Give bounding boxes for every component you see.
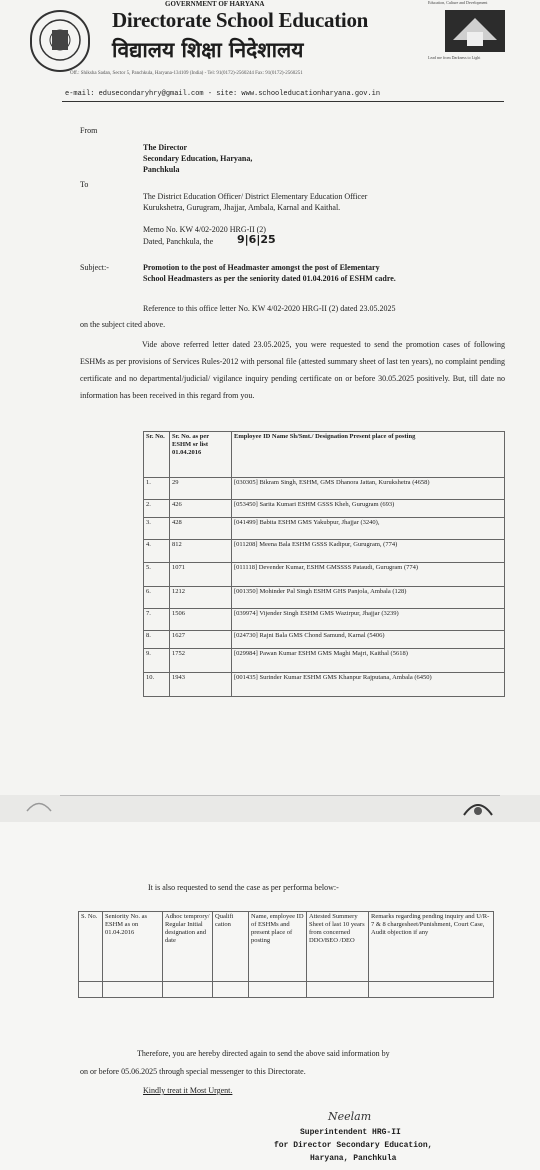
table-cell: [011208] Meena Bala ESHM GSSS Kadipur, Gurugram, (774) — [232, 540, 505, 563]
header-cell: Employee ID Name Sh/Smt./ Designation Present place of posting — [232, 432, 505, 478]
performa-header-row — [79, 912, 494, 982]
table-row — [144, 563, 505, 587]
table-cell: 2. — [144, 500, 170, 518]
table-cell: [041499] Babita ESHM GMS Yakubpur, Jhajjar (3240), — [232, 518, 505, 540]
footer-emblem-icon — [25, 798, 53, 812]
header-cell: Remarks regarding pending inquiry and U/R-7 & 8 chargesheet/Punishment, Court Case, Audit objection if any — [369, 912, 494, 982]
table-cell: 426 — [170, 500, 232, 518]
urgent-note: Kindly treat it Most Urgent. — [143, 1086, 233, 1095]
from-line-2: Secondary Education, Haryana, — [143, 154, 253, 163]
table-cell: 1627 — [170, 631, 232, 649]
header-cell: Sr. No. — [144, 432, 170, 478]
table-cell: 1506 — [170, 609, 232, 631]
signatory-location: Haryana, Panchkula — [310, 1154, 397, 1163]
header-cell: Sr. No. as per ESHM sr list 01.04.2016 — [170, 432, 232, 478]
table-cell: 428 — [170, 518, 232, 540]
page-1-footer-rule — [60, 795, 500, 796]
office-address: Off.: Shiksha Sadan, Sector 5, Panchkula, Haryana-134109 (India) - Tel: 91(0172)-2560244 Fax: 91(0172)-2560251 — [70, 71, 303, 76]
from-label: From — [80, 126, 98, 135]
header-cell: Adhoc temprory/ Regular Initial designation and date — [163, 912, 213, 982]
table-cell: 1752 — [170, 649, 232, 673]
performa-blank-row — [79, 982, 494, 998]
header-cell: Seniority No. as ESHM as on 01.04.2016 — [103, 912, 163, 982]
table-cell: 4. — [144, 540, 170, 563]
subject-line-2: School Headmasters as per the seniority dated 01.04.2016 of ESHM cadre. — [143, 274, 396, 283]
handwritten-date: 9|6|25 — [237, 233, 276, 246]
directorate-title: Directorate School Education — [112, 8, 369, 32]
table-cell: 3. — [144, 518, 170, 540]
table-cell: 29 — [170, 478, 232, 500]
reference-line-2: on the subject cited above. — [80, 320, 166, 329]
table-cell: 8. — [144, 631, 170, 649]
table-row — [144, 609, 505, 631]
to-label: To — [80, 180, 89, 189]
body-paragraph: Vide above referred letter dated 23.05.2025, you were requested to send the promotion cases of following ESHMs as per provisions of Services Rules-2012 with personal file (attested summary sheet of last ten years), no complaint pending certificate and no departmental/judicial/ vigilance inquiry pending certificate on or before 30.05.2025 positively. But, till date no information has been received in this regard from you. — [80, 340, 505, 400]
eshm-list-table — [143, 431, 505, 697]
signatory-designation: Superintendent HRG-II — [300, 1128, 401, 1137]
header-cell: Name, employee ID of ESHMs and present place of posting — [249, 912, 307, 982]
subject-line-1: Promotion to the post of Headmaster amongst the post of Elementary — [143, 263, 380, 272]
table-row — [144, 631, 505, 649]
table-cell: 7. — [144, 609, 170, 631]
from-line-3: Panchkula — [143, 165, 180, 174]
table-cell: 5. — [144, 563, 170, 587]
contact-email-site: e-mail: edusecondaryhry@gmail.com - site: www.schooleducationharyana.gov.in — [65, 90, 381, 98]
logo-tagline-top: Education, Culture and Development — [428, 0, 488, 5]
table-cell: 9. — [144, 649, 170, 673]
header-cell: Attested Summery Sheet of last 10 years from concerned DDO/BEO /DEO — [307, 912, 369, 982]
performa-table — [78, 911, 494, 998]
table-cell: [053450] Sarita Kumari ESHM GSSS Kheh, Gurugram (693) — [232, 500, 505, 518]
table-header-row — [144, 432, 505, 478]
table-row — [144, 673, 505, 697]
table-cell: [001350] Mohinder Pal Singh ESHM GHS Panjola, Ambala (128) — [232, 587, 505, 609]
table-cell: 10. — [144, 673, 170, 697]
directorate-hindi-title: विद्यालय शिक्षा निदेशालय — [112, 38, 304, 62]
table-cell: [001435] Surinder Kumar ESHM GMS Khanpur Rajputana, Ambala (6450) — [232, 673, 505, 697]
table-row — [144, 500, 505, 518]
to-line-2: Kurukshetra, Gurugram, Jhajjar, Ambala, Karnal and Kaithal. — [143, 203, 341, 212]
dated-label: Dated, Panchkula, the — [143, 237, 214, 246]
header-divider — [62, 101, 504, 102]
to-line-1: The District Education Officer/ District Elementary Education Officer — [143, 192, 368, 201]
directive-line-2: on or before 05.06.2025 through special messenger to this Directorate. — [80, 1067, 306, 1076]
table-cell: 1071 — [170, 563, 232, 587]
letter-page-2 — [0, 822, 540, 1170]
table-row — [144, 540, 505, 563]
reference-line-1: Reference to this office letter No. KW 4/02-2020 HRG-II (2) dated 23.05.2025 — [143, 304, 396, 313]
gov-label: GOVERNMENT OF HARYANA — [165, 0, 265, 8]
table-cell: [039974] Vijender Singh ESHM GMS Wazirpur, Jhajjar (3239) — [232, 609, 505, 631]
handwritten-signature: Neelam — [328, 1110, 372, 1123]
memo-number: Memo No. KW 4/02-2020 HRG-II (2) — [143, 225, 266, 234]
table-row — [144, 587, 505, 609]
from-line-1: The Director — [143, 143, 188, 152]
table-cell: [024730] Rajni Bala GMS Chond Samund, Karnal (5406) — [232, 631, 505, 649]
haryana-emblem-icon — [30, 10, 90, 72]
ministry-logo-icon — [445, 10, 505, 52]
table-cell: 6. — [144, 587, 170, 609]
table-row — [144, 518, 505, 540]
table-cell: [029984] Pawan Kumar ESHM GMS Maghi Majri, Kaithal (5618) — [232, 649, 505, 673]
performa-intro: It is also requested to send the case as per performa below:- — [148, 883, 339, 892]
table-row — [144, 478, 505, 500]
table-cell: 1212 — [170, 587, 232, 609]
header-cell: S. No. — [79, 912, 103, 982]
footer-logo-icon — [460, 795, 496, 817]
table-cell: 812 — [170, 540, 232, 563]
directive-line-1: Therefore, you are hereby directed again to send the above said information by — [137, 1049, 390, 1058]
header-cell: Qualifi cation — [213, 912, 249, 982]
table-cell: 1. — [144, 478, 170, 500]
subject-label: Subject:- — [80, 263, 109, 272]
signatory-for-line: for Director Secondary Education, — [274, 1141, 433, 1150]
table-cell: [011118] Devender Kumar, ESHM GMSSSS Pataudi, Gurugram (774) — [232, 563, 505, 587]
table-cell: [030305] Bikram Singh, ESHM, GMS Dhanora Jattan, Kurukshetra (4658) — [232, 478, 505, 500]
logo-tagline-bottom: Lead me from Darkness to Light — [428, 55, 481, 60]
table-cell: 1943 — [170, 673, 232, 697]
table-row — [144, 649, 505, 673]
